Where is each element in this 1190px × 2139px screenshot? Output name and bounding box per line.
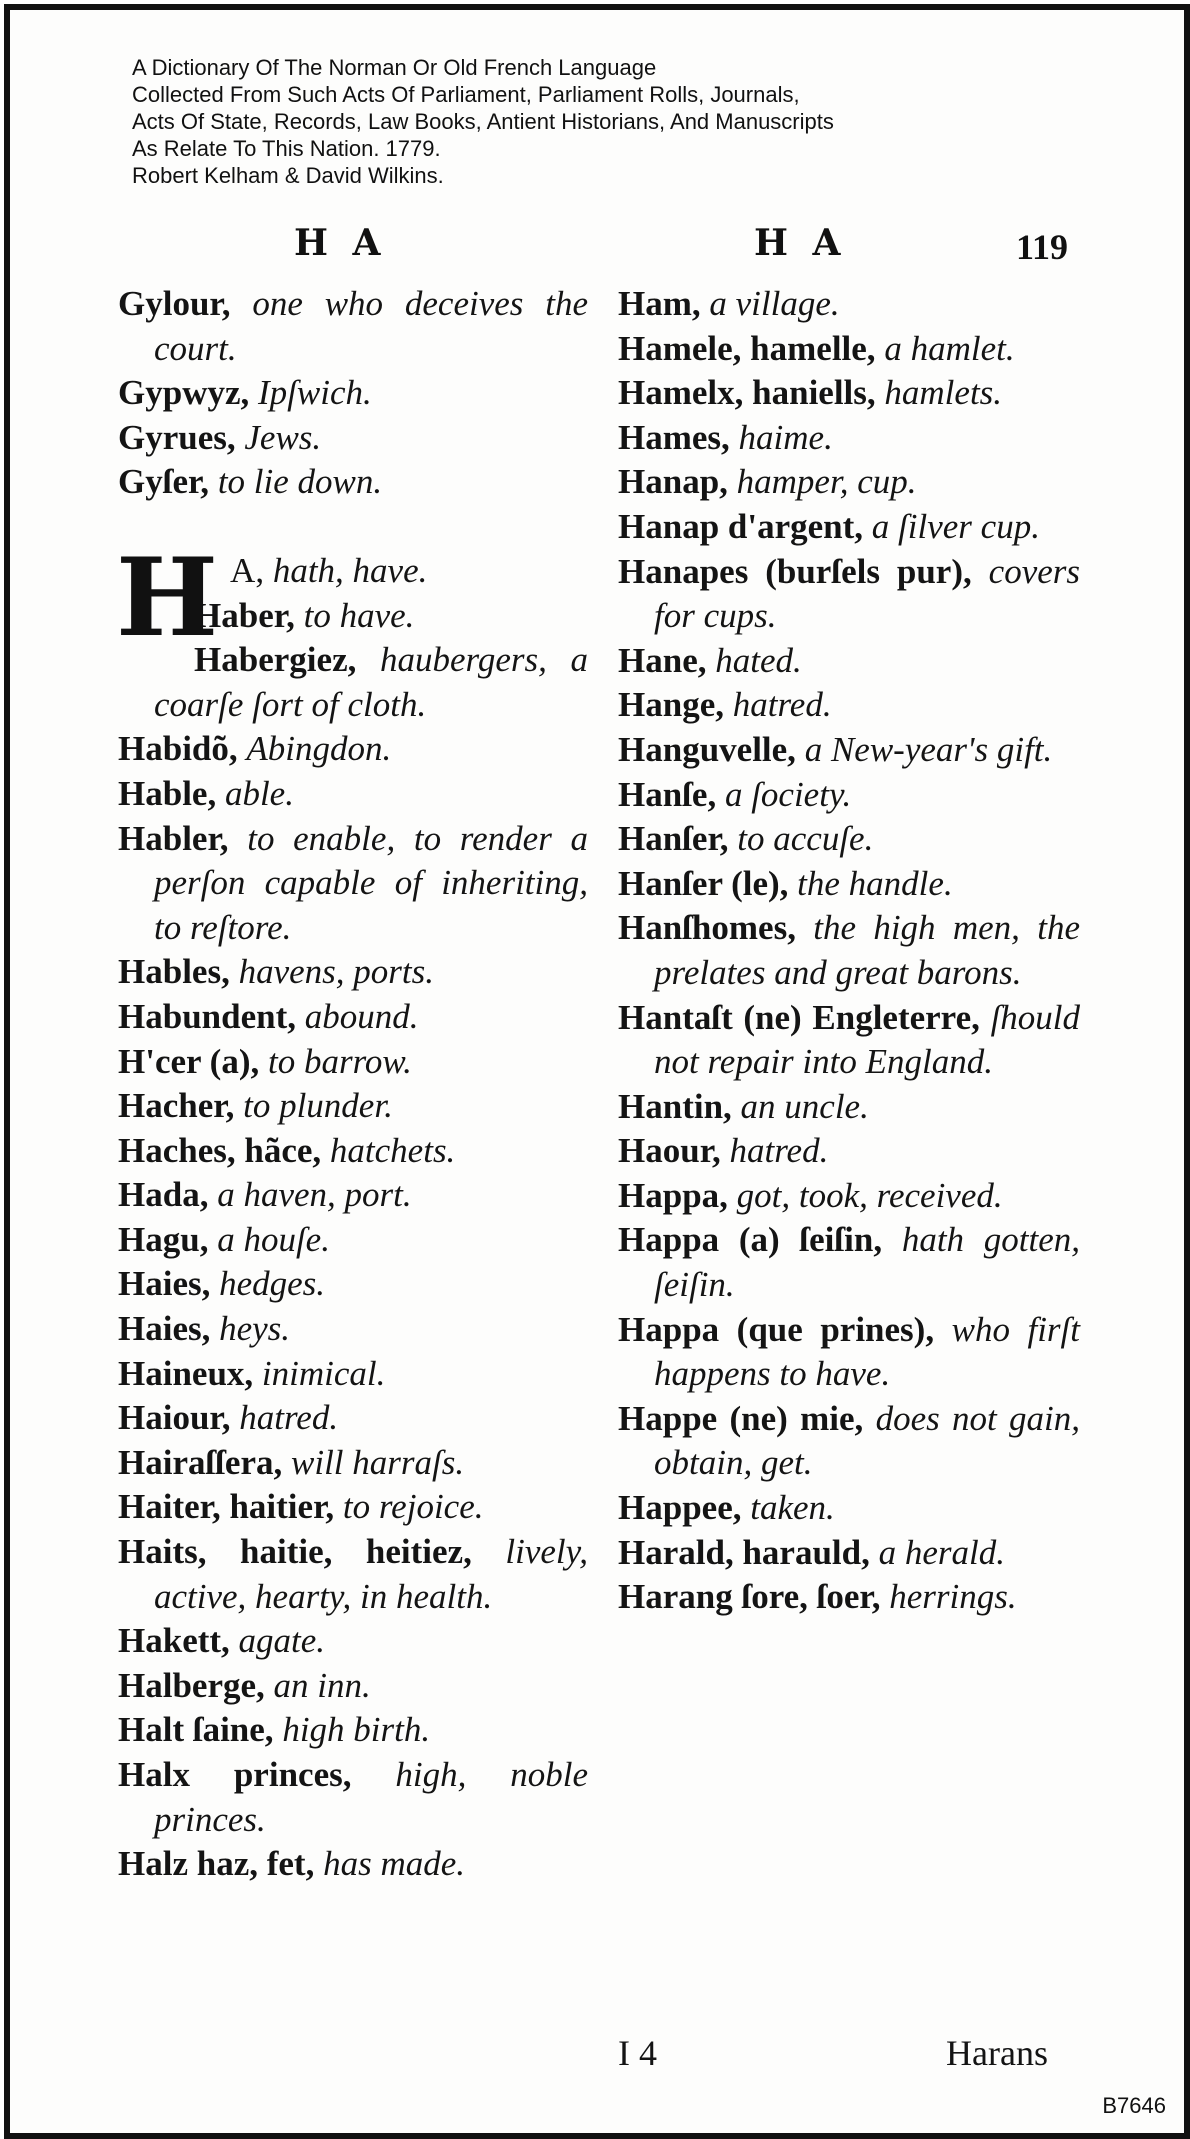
headword: Harald, harauld, [618,1532,870,1572]
definition: an uncle. [740,1086,869,1126]
dictionary-entry [118,1708,588,1753]
headword: Hakett, [118,1621,230,1661]
headword: Hable, [118,773,217,813]
dictionary-entry [618,906,1080,995]
definition: a houſe. [217,1219,330,1259]
dictionary-entry [618,1486,1080,1531]
headword: Happe (ne) mie, [618,1398,864,1438]
dictionary-entry [118,950,588,995]
headword: Hanguvelle, [618,729,796,769]
definition: lively, active, hearty, in health. [154,1532,588,1616]
definition: a ſociety. [724,774,852,814]
headword: Hane, [618,640,707,680]
dictionary-entry [118,371,588,416]
definition: a ſilver cup. [871,506,1040,546]
headword: Hanap, [618,462,728,502]
dictionary-entry [618,282,1080,327]
headword: Halz haz, fet, [118,1844,315,1884]
headword: Habergiez, [194,640,357,680]
dictionary-entry [618,1174,1080,1219]
dictionary-entry [118,817,588,951]
page-number: 119 [1016,227,1069,267]
definition: to plunder. [243,1086,393,1126]
headword: Habundent, [118,996,296,1036]
dictionary-entry [118,727,588,772]
dictionary-entry [118,1129,588,1174]
definition: a herald. [878,1532,1005,1572]
definition: hatred. [732,685,832,725]
headword: Hantaſt (ne) Engleterre, [618,997,980,1037]
dictionary-entry [118,1485,588,1530]
headword: Haiter, haitier, [118,1487,335,1527]
dictionary-entry [618,862,1080,907]
running-head-left: H A [294,222,387,264]
dictionary-entry [618,1575,1080,1620]
catalog-id: B7646 [1102,2093,1166,2118]
headword: Haour, [618,1131,721,1171]
dictionary-entry [118,1262,588,1307]
headword: Hagu, [118,1219,209,1259]
headword: Harang ſore, ſoer, [618,1577,881,1617]
headword: Halt ſaine, [118,1710,274,1750]
headword: Halberge, [118,1665,265,1705]
definition: to accuſe. [737,819,874,859]
definition: to lie down. [217,462,383,502]
dictionary-entry [118,1173,588,1218]
dictionary-entry [118,416,588,461]
definition: an inn. [273,1665,371,1705]
definition: hamper, cup. [736,462,917,502]
headword: Hanſhomes, [618,908,796,948]
dictionary-entry [118,460,588,505]
headword: Hanapes (burſels pur), [618,551,972,591]
dictionary-entry [618,1397,1080,1486]
dictionary-entry [118,1218,588,1263]
definition: will harraſs. [291,1442,465,1482]
definition: Abingdon. [246,729,392,769]
definition: hath, have. [272,550,428,590]
definition: inimical. [261,1353,386,1393]
headword: Haiour, [118,1398,231,1438]
headword: Happee, [618,1488,742,1528]
dictionary-entry [618,683,1080,728]
definition: a hamlet. [884,328,1015,368]
dictionary-entry [618,1218,1080,1307]
dictionary-entry [618,460,1080,505]
left-column [118,282,588,1887]
definition: heys. [219,1309,291,1349]
definition: hatred. [729,1131,829,1171]
definition: agate. [238,1621,326,1661]
definition: a New-year's gift. [804,729,1053,769]
definition: got, took, received. [736,1175,1003,1215]
running-head-right: H A [754,222,847,264]
dictionary-entry [118,1842,588,1887]
definition: to enable, to render a perſon capable of inheriting, to reſtore. [154,818,589,947]
dictionary-entry [618,327,1080,372]
dictionary-entry [118,995,588,1040]
dictionary-entry [118,1753,588,1842]
headword: Haies, [118,1309,211,1349]
definition: havens, ports. [238,952,434,992]
collection-header [132,54,834,189]
definition: able. [224,773,294,813]
headword: Haits, haitie, heitiez, [118,1532,472,1572]
dictionary-entry [618,550,1080,639]
dictionary-entry [618,371,1080,416]
definition: hatchets. [329,1130,456,1170]
dictionary-entry [618,416,1080,461]
headword: Haches, hãce, [118,1130,322,1170]
definition: hedges. [219,1264,326,1304]
headword: Haber, [194,595,295,635]
definition: to have. [303,595,415,635]
headword: Hanſer, [618,819,729,859]
definition: haubergers, a coarſe ſort of cloth. [154,640,588,724]
dictionary-entry [618,996,1080,1085]
headword: Hamele, hamelle, [618,328,876,368]
definition: hamlets. [884,373,1003,413]
dictionary-entry [118,772,588,817]
headword: Hantin, [618,1086,732,1126]
headword: Hada, [118,1175,209,1215]
headword: Happa (que prines), [618,1309,935,1349]
dictionary-entry [618,773,1080,818]
definition: one who deceives the court. [154,284,589,368]
dictionary-entry [118,1530,588,1619]
headword: Hamelx, haniells, [618,373,876,413]
definition: high, noble princes. [154,1755,589,1839]
definition: the high men, the prelates and great barons. [654,908,1080,992]
definition: to barrow. [267,1041,412,1081]
header-line: A Dictionary Of The Norman Or Old French Language [132,55,657,80]
definition: does not gain, obtain, get. [654,1398,1081,1483]
dictionary-entry [618,1308,1080,1397]
definition: Jews. [244,417,322,457]
headword: Hanſe, [618,774,717,814]
dictionary-entry [618,639,1080,684]
dictionary-entry [618,817,1080,862]
headword: Habidõ, [118,729,238,769]
dictionary-entry [118,282,588,371]
headword: Hanſer (le), [618,863,789,903]
headword: Gyrues, [118,417,236,457]
headword: Hanap d'argent, [618,506,864,546]
definition: high birth. [282,1710,431,1750]
page-frame [4,4,1190,2139]
dictionary-entry [618,728,1080,773]
definition: to rejoice. [342,1487,484,1527]
headword: Hange, [618,685,724,725]
dictionary-entry [118,1619,588,1664]
definition: Ipſwich. [258,373,372,413]
dictionary-entry [618,1085,1080,1130]
definition: ſhould not repair into England. [654,997,1081,1082]
headword: Habler, [118,818,229,858]
headword: A, [230,550,265,590]
definition: who firſt happens to have. [654,1309,1080,1394]
definition: taken. [750,1488,835,1528]
headword: Hacher, [118,1086,235,1126]
definition: a haven, port. [217,1175,412,1215]
header-line: As Relate To This Nation. 1779. [132,136,441,161]
definition: hated. [715,640,802,680]
dictionary-entry [618,1531,1080,1576]
dictionary-entry [118,1084,588,1129]
headword: Ham, [618,284,701,323]
definition: a village. [709,284,840,323]
catchword: Harans [946,2033,1048,2073]
definition: hath gotten, ſeiſin. [654,1220,1080,1305]
headword: Hables, [118,952,230,992]
dictionary-entry [118,1441,588,1486]
header-line: Collected From Such Acts Of Parliament, Parliament Rolls, Journals, [132,82,800,107]
dictionary-entry [118,1664,588,1709]
definition: the handle. [797,863,953,903]
drop-cap: H [116,534,219,661]
definition: hatred. [239,1398,339,1438]
header-line: Robert Kelham & David Wilkins. [132,163,444,188]
headword: Haineux, [118,1353,254,1393]
dictionary-entry [118,1396,588,1441]
dictionary-entry [118,1352,588,1397]
dictionary-entry [618,1129,1080,1174]
headword: Happa (a) ſeiſin, [618,1220,883,1260]
signature-mark: I 4 [618,2033,657,2073]
headword: Haies, [118,1264,211,1304]
dictionary-entry [618,505,1080,550]
headword: Halx princes, [118,1755,352,1794]
definition: herrings. [889,1577,1017,1617]
definition: covers for cups. [654,551,1081,636]
headword: Happa, [618,1175,728,1215]
headword: Gylour, [118,284,231,323]
definition: abound. [304,996,419,1036]
headword: Gyſer, [118,462,210,502]
dictionary-entry [118,1040,588,1085]
headword: H'cer (a), [118,1041,260,1081]
header-line: Acts Of State, Records, Law Books, Antient Historians, And Manuscripts [132,109,834,134]
dictionary-entry [118,1307,588,1352]
right-column [618,282,1080,1620]
definition: haime. [738,417,833,457]
definition: has made. [323,1844,466,1884]
headword: Hairaſſera, [118,1442,283,1482]
headword: Hames, [618,417,730,457]
headword: Gypwyz, [118,373,250,413]
